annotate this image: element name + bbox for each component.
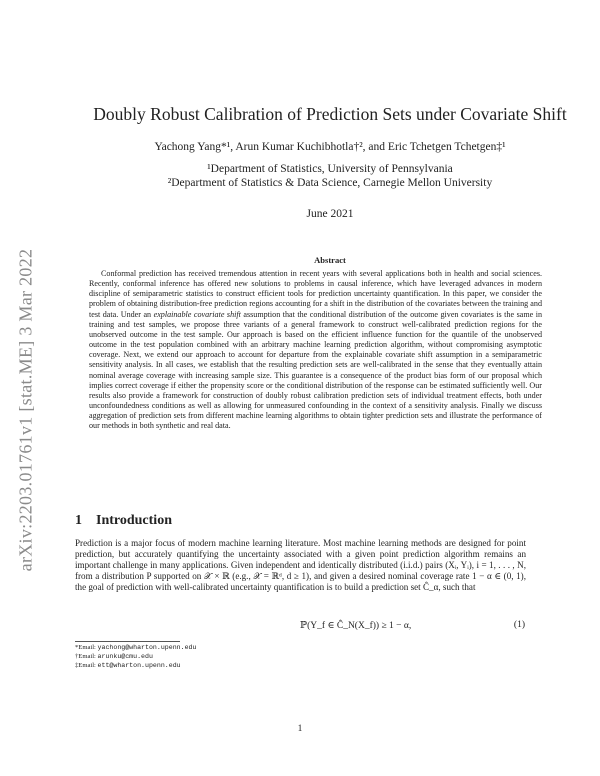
- arxiv-identifier: arXiv:2203.01761v1 [stat.ME] 3 Mar 2022: [15, 248, 36, 572]
- abstract-text-part-2: assumption that the conditional distribution of the outcome given covariates is the same in training and test samples, we propose three variants of a general framework to construct well-calibrated prediction regions for the unobserved outcome in the test sample. Our approach is based on the efficient influence function for the quantile of the unobserved outcome in the test population combined with an arbitrary machine learning prediction algorithm, without compromising asymptotic coverage. Next, we extend our approach to account for departure from the explainable covariate shift assumption in a semiparametric sensitivity analysis. In all cases, we establish that the resulting prediction sets are well-calibrated in the sense that they eventually attain nominal average coverage with increasing sample size. This guarantee is a consequence of the product bias form of our proposal which implies correct coverage if either the propensity score or the conditional distribution of the response can be estimated sufficiently well. Our results also provide a framework for construction of doubly robust calibration prediction sets of individual treatment effects, both under unconfoundedness conditions as well as allowing for unmeasured confounding in the context of a sensitivity analysis. Finally we discuss aggregation of prediction sets from different machine learning algorithms to obtain tighter prediction sets and illustrate the performance of our methods in both synthetic and real data.: [89, 309, 542, 431]
- abstract-heading: Abstract: [314, 255, 346, 265]
- page-number: 1: [297, 724, 303, 734]
- footnote-2-label: †Email:: [75, 653, 98, 660]
- equation-number: (1): [513, 620, 525, 630]
- footnote-rule: [75, 641, 180, 642]
- equation-1: ℙ(Y_f ∈ Ĉ_N(X_f)) ≥ 1 − α,: [300, 621, 412, 631]
- section-title: Introduction: [96, 513, 172, 528]
- abstract-text-part-1: Conformal prediction has received tremendous attention in recent years with several applications both in health and social sciences. Recently, conformal inference has offered new solutions to problems in causal inference, which have leveraged advances in modern discipline of semiparametric statistics to construct efficient tools for prediction uncertainty quantification. In this paper, we consider the problem of obtaining distribution-free prediction regions accounting for a shift in the distribution of the covariates between the training and test data. Under an: [89, 269, 542, 319]
- affiliation-cmu: ²Department of Statistics & Data Science, Carnegie Mellon University: [167, 177, 493, 189]
- paper-date: June 2021: [306, 208, 354, 220]
- author-list: Yachong Yang*¹, Arun Kumar Kuchibhotla†², and Eric Tchetgen Tchetgen‡¹: [154, 141, 506, 153]
- footnote-2-email: arunku@cmu.edu: [97, 653, 153, 660]
- footnote-2: [75, 653, 153, 660]
- affiliation-penn: ¹Department of Statistics, University of Pennsylvania: [207, 163, 453, 175]
- paper-title: Doubly Robust Calibration of Prediction Sets under Covariate Shift: [93, 104, 567, 124]
- footnote-3-email: ett@wharton.upenn.edu: [97, 662, 181, 669]
- section-heading: [75, 513, 172, 529]
- introduction-paragraph: Prediction is a major focus of modern machine learning literature. Most machine learning methods are designed for point prediction, but accurately quantifying the uncertainty associated with a given point prediction algorithm remains an important challenge in many applications. Given independent and identically distributed (i.i.d.) pairs (Xᵢ, Yᵢ), i = 1, . . . , N, from a distribution P supported on 𝒳 × ℝ (e.g., 𝒳 = ℝᵈ, d ≥ 1), and given a desired nominal coverage rate 1 − α ∈ (0, 1), the goal of prediction with well-calibrated uncertainty quantification is to build a prediction set Ĉ_α, such that: [75, 538, 526, 593]
- footnote-1-email: yachong@wharton.upenn.edu: [97, 644, 197, 651]
- footnote-1-label: *Email:: [75, 644, 98, 651]
- footnote-3: [75, 662, 181, 669]
- abstract-body: [89, 269, 542, 432]
- abstract-emphasis: explainable covariate shift: [153, 309, 241, 319]
- footnote-3-label: ‡Email:: [75, 662, 98, 669]
- arxiv-identifier-margin: [14, 210, 38, 610]
- section-number: 1: [75, 513, 82, 528]
- footnote-1: [75, 644, 196, 651]
